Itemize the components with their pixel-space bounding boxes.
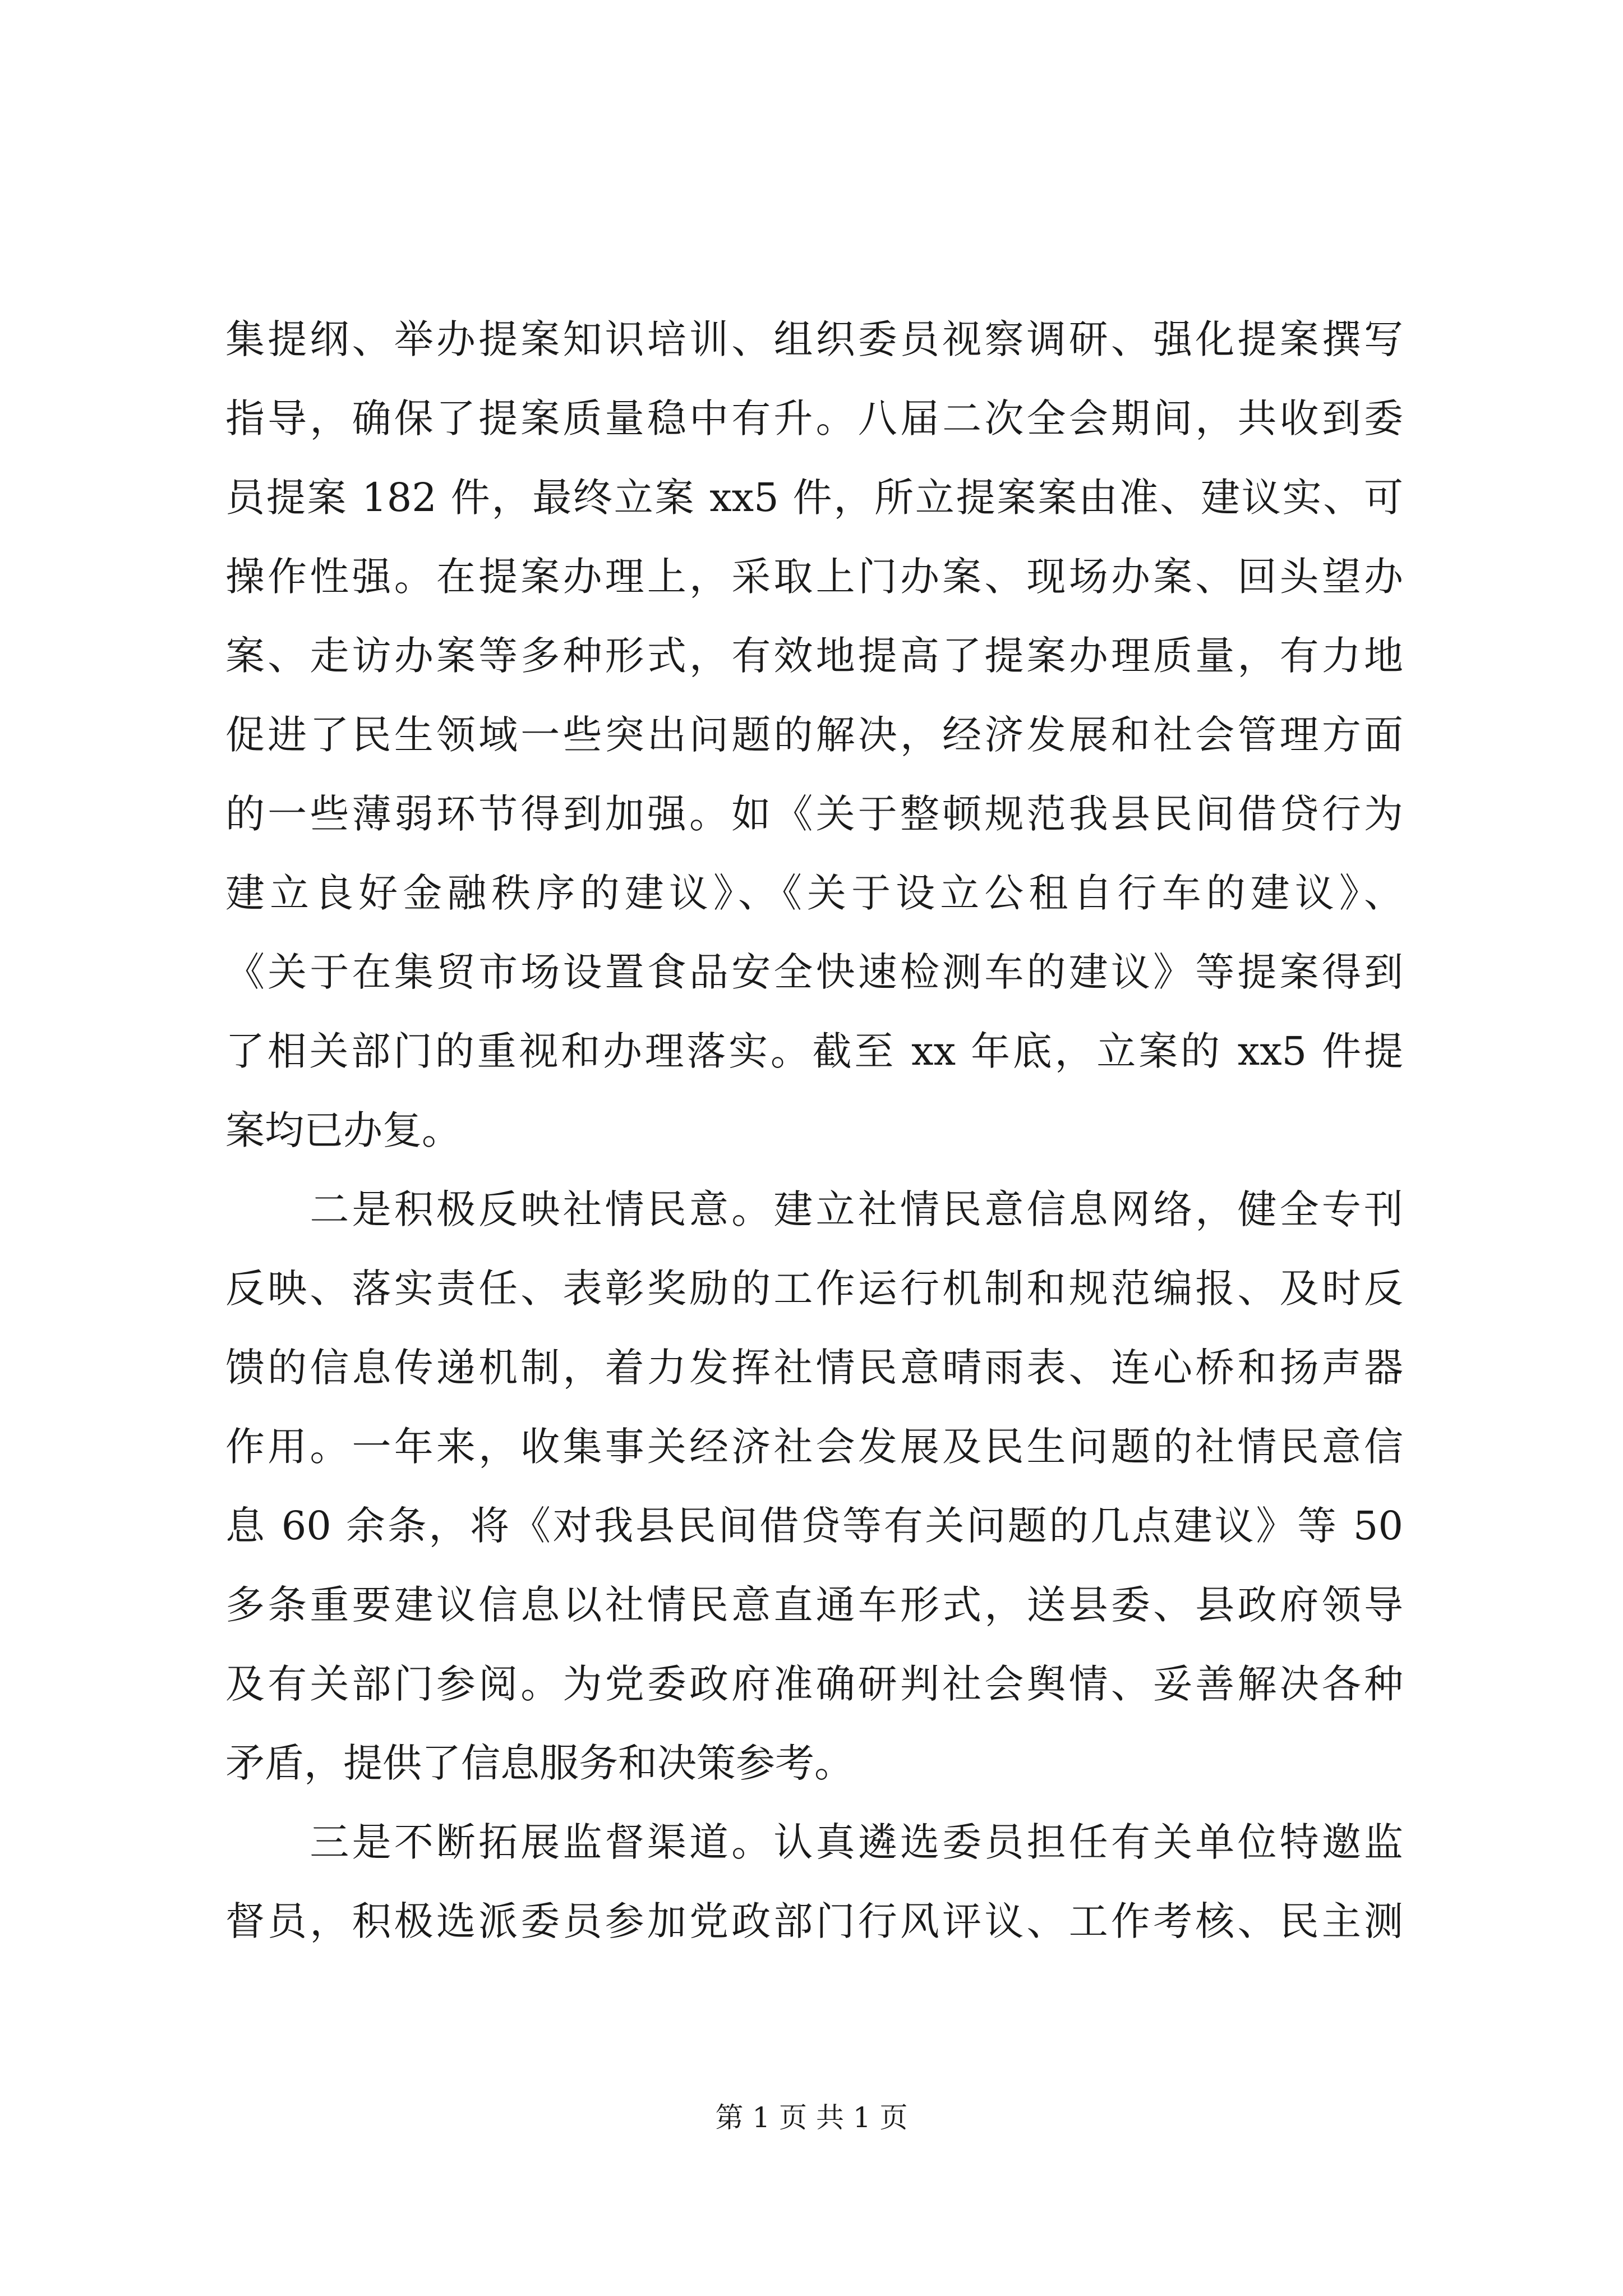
text-line: 促进了民生领域一些突出问题的解决，经济发展和社会管理方面 bbox=[225, 712, 1403, 758]
text-line: 三是不断拓展监督渠道。认真遴选委员担任有关单位特邀监 bbox=[225, 1819, 1403, 1865]
text-line: 作用。一年来，收集事关经济社会发展及民生问题的社情民意信 bbox=[225, 1424, 1403, 1470]
text-line: 二是积极反映社情民意。建立社情民意信息网络，健全专刊 bbox=[225, 1186, 1403, 1232]
paragraph-end-line: 矛盾，提供了信息服务和决策参考。 bbox=[225, 1740, 854, 1786]
text-line: 员提案 182 件，最终立案 xx5 件，所立提案案由准、建议实、可 bbox=[225, 475, 1403, 521]
document-body bbox=[225, 300, 1403, 1961]
text-line: 操作性强。在提案办理上，采取上门办案、现场办案、回头望办 bbox=[225, 554, 1403, 600]
page-footer: 第 1 页 共 1 页 bbox=[715, 2101, 908, 2134]
text-line: 指导，确保了提案质量稳中有升。八届二次全会期间，共收到委 bbox=[225, 395, 1403, 441]
text-line: 案、走访办案等多种形式，有效地提高了提案办理质量，有力地 bbox=[225, 633, 1403, 679]
text-line: 多条重要建议信息以社情民意直通车形式，送县委、县政府领导 bbox=[225, 1582, 1403, 1628]
text-line: 了相关部门的重视和办理落实。截至 xx 年底，立案的 xx5 件提 bbox=[225, 1028, 1403, 1074]
text-line: 《关于在集贸市场设置食品安全快速检测车的建议》等提案得到 bbox=[225, 949, 1403, 995]
text-line: 馈的信息传递机制，着力发挥社情民意晴雨表、连心桥和扬声器 bbox=[225, 1345, 1403, 1391]
text-line: 反映、落实责任、表彰奖励的工作运行机制和规范编报、及时反 bbox=[225, 1266, 1403, 1312]
text-line: 息 60 余条，将《对我县民间借贷等有关问题的几点建议》等 50 bbox=[225, 1503, 1403, 1549]
text-line: 及有关部门参阅。为党委政府准确研判社会舆情、妥善解决各种 bbox=[225, 1661, 1403, 1707]
text-line: 建立良好金融秩序的建议》、《关于设立公租自行车的建议》、 bbox=[225, 870, 1403, 916]
text-line: 集提纲、举办提案知识培训、组织委员视察调研、强化提案撰写 bbox=[225, 316, 1403, 362]
paragraph-end-line: 案均已办复。 bbox=[225, 1107, 461, 1153]
text-line: 的一些薄弱环节得到加强。如《关于整顿规范我县民间借贷行为 bbox=[225, 791, 1403, 837]
text-line: 督员，积极选派委员参加党政部门行风评议、工作考核、民主测 bbox=[225, 1898, 1403, 1944]
